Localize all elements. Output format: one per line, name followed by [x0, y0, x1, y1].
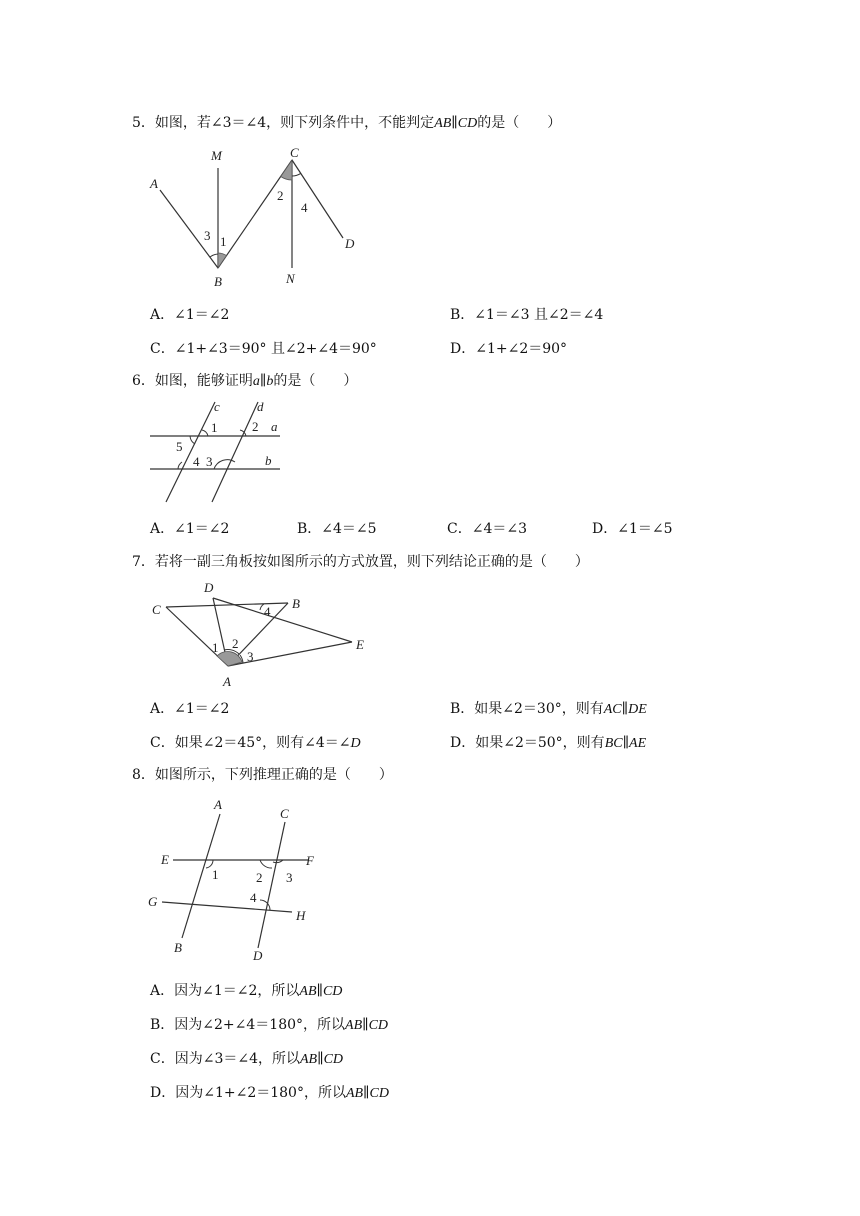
figure-q7: [140, 576, 380, 696]
question-8-stem: 8．如图所示，下列推理正确的是（ ）: [132, 767, 393, 783]
angle-3-label: 3: [206, 454, 213, 469]
angle-3-label: 3: [247, 649, 254, 664]
angle-1-label: 1: [220, 234, 227, 249]
angle-5-label: 5: [176, 439, 183, 454]
q5-option-b[interactable]: B．∠1＝∠3 且∠2＝∠4: [450, 307, 604, 323]
q5-option-d[interactable]: D．∠1+∠2＝90°: [450, 341, 568, 357]
q6-option-c[interactable]: C．∠4＝∠3: [447, 521, 527, 537]
q8-option-c[interactable]: C．因为∠3＝∠4，所以AB∥CD: [150, 1051, 344, 1067]
angle-1-label: 1: [212, 867, 219, 882]
label-C: C: [152, 602, 161, 617]
question-7-stem: 7．若将一副三角板按如图所示的方式放置，则下列结论正确的是（ ）: [132, 554, 589, 570]
label-D: D: [204, 580, 214, 595]
label-A: A: [223, 674, 231, 689]
label-c: c: [214, 399, 220, 414]
q7-option-c[interactable]: C．如果∠2＝45°，则有∠4＝∠D: [150, 735, 361, 751]
angle-4-label: 4: [301, 200, 308, 215]
q6-option-b[interactable]: B．∠4＝∠5: [297, 521, 377, 537]
q5-option-c[interactable]: C．∠1+∠3＝90° 且∠2+∠4＝90°: [150, 341, 377, 357]
label-B: B: [174, 940, 182, 955]
angle-2-label: 2: [256, 870, 263, 885]
label-F: F: [306, 853, 314, 868]
label-M: M: [211, 148, 222, 163]
figure-q8: [140, 796, 340, 966]
q7-option-d[interactable]: D．如果∠2＝50°，则有BC∥AE: [450, 735, 647, 751]
label-C: C: [290, 145, 299, 160]
label-a: a: [271, 419, 278, 434]
figure-q6: [140, 396, 300, 506]
label-N: N: [286, 271, 295, 286]
label-B: B: [292, 596, 300, 611]
label-D: D: [345, 236, 355, 251]
q7-option-b[interactable]: B．如果∠2＝30°，则有AC∥DE: [450, 701, 647, 717]
label-C: C: [280, 806, 289, 821]
angle-1-label: 1: [211, 420, 218, 435]
label-A: A: [214, 797, 222, 812]
label-H: H: [296, 908, 306, 923]
angle-2-label: 2: [252, 419, 259, 434]
label-D: D: [253, 948, 263, 963]
figure-q5: [140, 140, 380, 290]
label-b: b: [265, 453, 272, 468]
angle-1-label: 1: [212, 640, 219, 655]
label-d: d: [257, 399, 264, 414]
label-E: E: [356, 637, 364, 652]
label-B: B: [214, 274, 222, 289]
q5-option-a[interactable]: A．∠1＝∠2: [150, 307, 230, 323]
label-G: G: [148, 894, 158, 909]
angle-3-label: 3: [286, 870, 293, 885]
angle-4-label: 4: [264, 604, 271, 619]
angle-2-label: 2: [277, 188, 284, 203]
angle-2-label: 2: [232, 636, 239, 651]
q6-option-d[interactable]: D．∠1＝∠5: [592, 521, 673, 537]
label-E: E: [161, 852, 169, 867]
q6-option-a[interactable]: A．∠1＝∠2: [150, 521, 230, 537]
q7-option-a[interactable]: A．∠1＝∠2: [150, 701, 230, 717]
question-5-stem: 5．如图，若∠3＝∠4，则下列条件中，不能判定AB∥CD的是（ ）: [132, 115, 562, 131]
label-A: A: [150, 176, 158, 191]
angle-3-label: 3: [204, 228, 211, 243]
q8-option-d[interactable]: D．因为∠1+∠2＝180°，所以AB∥CD: [150, 1085, 389, 1101]
angle-4-label: 4: [250, 890, 257, 905]
q8-option-a[interactable]: A．因为∠1＝∠2，所以AB∥CD: [150, 983, 343, 999]
question-6-stem: 6．如图，能够证明a∥b的是（ ）: [132, 373, 358, 389]
q8-option-b[interactable]: B．因为∠2+∠4＝180°，所以AB∥CD: [150, 1017, 389, 1033]
angle-4-label: 4: [193, 454, 200, 469]
